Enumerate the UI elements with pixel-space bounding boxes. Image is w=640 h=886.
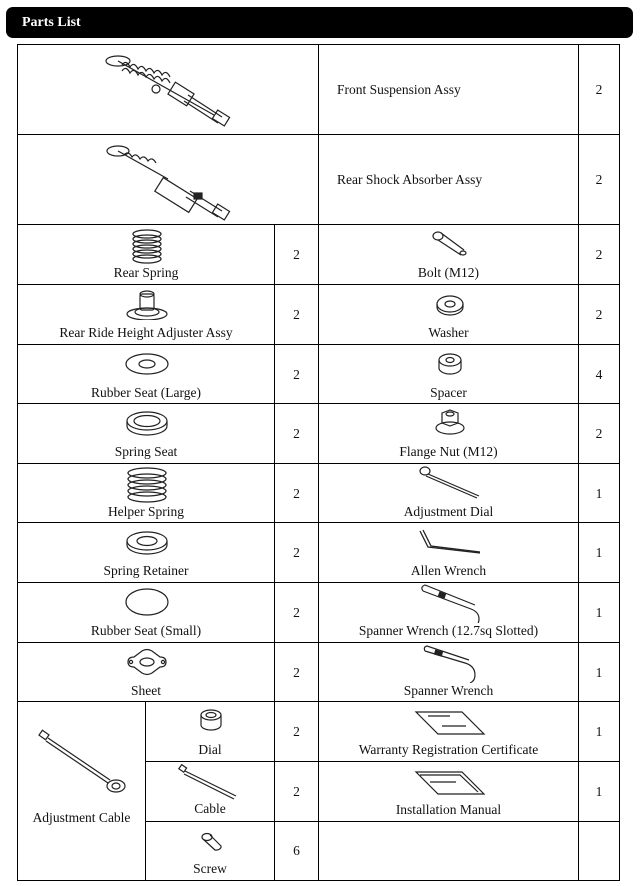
- table-row: [17, 44, 319, 135]
- table-row: [17, 224, 275, 285]
- part-qty: 2: [293, 247, 300, 262]
- part-qty: 2: [595, 307, 603, 322]
- table-row: [318, 134, 579, 225]
- part-qty: 2: [293, 724, 300, 739]
- table-row: [17, 522, 275, 583]
- part-qty: 2: [595, 82, 603, 97]
- part-qty: 2: [293, 784, 300, 799]
- part-label: Washer: [428, 325, 469, 340]
- part-label: Spacer: [430, 385, 467, 400]
- installation-manual-icon: [410, 766, 490, 798]
- part-label: Spring Retainer: [103, 563, 189, 578]
- helper-spring-icon: [125, 467, 169, 503]
- qty-cell: [274, 284, 319, 345]
- sheet-icon: [125, 646, 169, 678]
- rubber-seat-small-icon: [125, 586, 169, 618]
- part-label: Allen Wrench: [410, 563, 487, 578]
- adjustment-dial-icon: [417, 464, 483, 502]
- part-qty: 2: [293, 307, 300, 322]
- warranty-certificate-icon: [410, 706, 490, 738]
- table-row: [318, 701, 579, 762]
- part-label: Flange Nut (M12): [399, 444, 498, 459]
- qty-cell: [578, 582, 620, 643]
- front-suspension-assy-icon: [96, 49, 246, 133]
- part-qty: 4: [595, 367, 603, 382]
- part-label: Rear Shock Absorber Assy: [337, 172, 483, 187]
- part-label: Helper Spring: [107, 504, 185, 519]
- table-row: [318, 284, 579, 345]
- table-row: [17, 582, 275, 643]
- table-row: [17, 134, 319, 225]
- part-label: Dial: [198, 742, 222, 757]
- part-qty: 1: [595, 724, 603, 739]
- qty-cell: [578, 344, 620, 405]
- qty-cell: [578, 44, 620, 135]
- cable-icon: [176, 764, 246, 800]
- part-label: Screw: [193, 861, 227, 876]
- spanner-wrench-slotted-icon: [417, 583, 483, 623]
- qty-cell: [274, 403, 319, 464]
- part-qty: 1: [595, 605, 603, 620]
- qty-cell: [274, 463, 319, 524]
- part-label: Adjustment Cable: [32, 810, 131, 825]
- part-qty: 2: [595, 426, 603, 441]
- qty-cell: [578, 284, 620, 345]
- ride-height-adjuster-icon: [125, 288, 169, 320]
- bolt-icon: [428, 228, 472, 260]
- washer-icon: [428, 288, 472, 320]
- part-label: Spring Seat: [114, 444, 178, 459]
- qty-cell: [578, 463, 620, 524]
- part-qty: 2: [595, 247, 603, 262]
- empty-cell: [318, 821, 579, 881]
- qty-cell: [274, 582, 319, 643]
- part-qty: 1: [595, 545, 603, 560]
- part-qty: 2: [293, 665, 300, 680]
- part-label: Rubber Seat (Large): [91, 385, 201, 400]
- rear-shock-absorber-assy-icon: [98, 141, 248, 223]
- spacer-icon: [428, 348, 472, 380]
- part-qty: 2: [293, 367, 300, 382]
- dial-icon: [196, 708, 226, 736]
- qty-cell: [578, 224, 620, 285]
- part-label: Warranty Registration Certificate: [358, 742, 539, 757]
- table-row: [318, 403, 579, 464]
- part-qty: 1: [595, 784, 603, 799]
- page-title: Parts List: [22, 15, 81, 30]
- qty-cell: [274, 642, 319, 702]
- part-label: Sheet: [131, 683, 161, 698]
- spring-seat-icon: [125, 407, 169, 439]
- part-qty: 2: [293, 486, 300, 501]
- qty-cell: [274, 522, 319, 583]
- part-label: Spanner Wrench (12.7sq Slotted): [358, 623, 539, 638]
- part-qty: 2: [293, 545, 300, 560]
- part-qty: 6: [293, 843, 300, 858]
- table-row: [17, 344, 275, 405]
- part-label: Rear Ride Height Adjuster Assy: [59, 325, 233, 340]
- table-row: [17, 463, 275, 524]
- table-row: [145, 701, 275, 762]
- table-row: [318, 224, 579, 285]
- table-row: [318, 44, 579, 135]
- qty-cell: [578, 761, 620, 822]
- qty-cell: [578, 701, 620, 762]
- table-row: [145, 821, 275, 881]
- table-row: [318, 522, 579, 583]
- table-row: [318, 463, 579, 524]
- flange-nut-icon: [428, 407, 472, 439]
- qty-cell: [274, 701, 319, 762]
- part-qty: 1: [595, 486, 603, 501]
- adjustment-cable-cell: [17, 701, 146, 881]
- allen-wrench-icon: [416, 527, 484, 557]
- qty-cell: [274, 821, 319, 881]
- qty-cell: [274, 761, 319, 822]
- part-label: Rear Spring: [113, 265, 179, 280]
- part-label: Cable: [194, 801, 226, 816]
- part-label: Rubber Seat (Small): [90, 623, 202, 638]
- part-label: Spanner Wrench: [403, 683, 494, 698]
- qty-cell: [274, 224, 319, 285]
- qty-cell: [578, 642, 620, 703]
- qty-cell: [578, 134, 620, 225]
- spanner-wrench-icon: [421, 645, 479, 683]
- table-row: [318, 642, 579, 703]
- part-label: Front Suspension Assy: [337, 82, 461, 97]
- adjustment-cable-icon: [34, 728, 134, 798]
- part-qty: 2: [595, 172, 603, 187]
- table-row: [145, 761, 275, 822]
- rubber-seat-large-icon: [125, 348, 169, 380]
- part-label: Installation Manual: [395, 802, 502, 817]
- part-label: Adjustment Dial: [403, 504, 494, 519]
- table-row: [17, 403, 275, 464]
- part-qty: 2: [293, 605, 300, 620]
- empty-cell: [578, 821, 620, 881]
- part-qty: 1: [595, 665, 603, 680]
- qty-cell: [274, 344, 319, 405]
- table-row: [17, 284, 275, 345]
- table-row: [318, 761, 579, 822]
- qty-cell: [578, 522, 620, 583]
- part-label: Bolt (M12): [417, 265, 480, 280]
- screw-icon: [200, 830, 224, 854]
- table-row: [17, 642, 275, 702]
- table-row: [318, 344, 579, 405]
- qty-cell: [578, 403, 620, 464]
- rear-spring-icon: [125, 228, 169, 264]
- spring-retainer-icon: [125, 526, 169, 558]
- table-row: [318, 582, 579, 643]
- part-qty: 2: [293, 426, 300, 441]
